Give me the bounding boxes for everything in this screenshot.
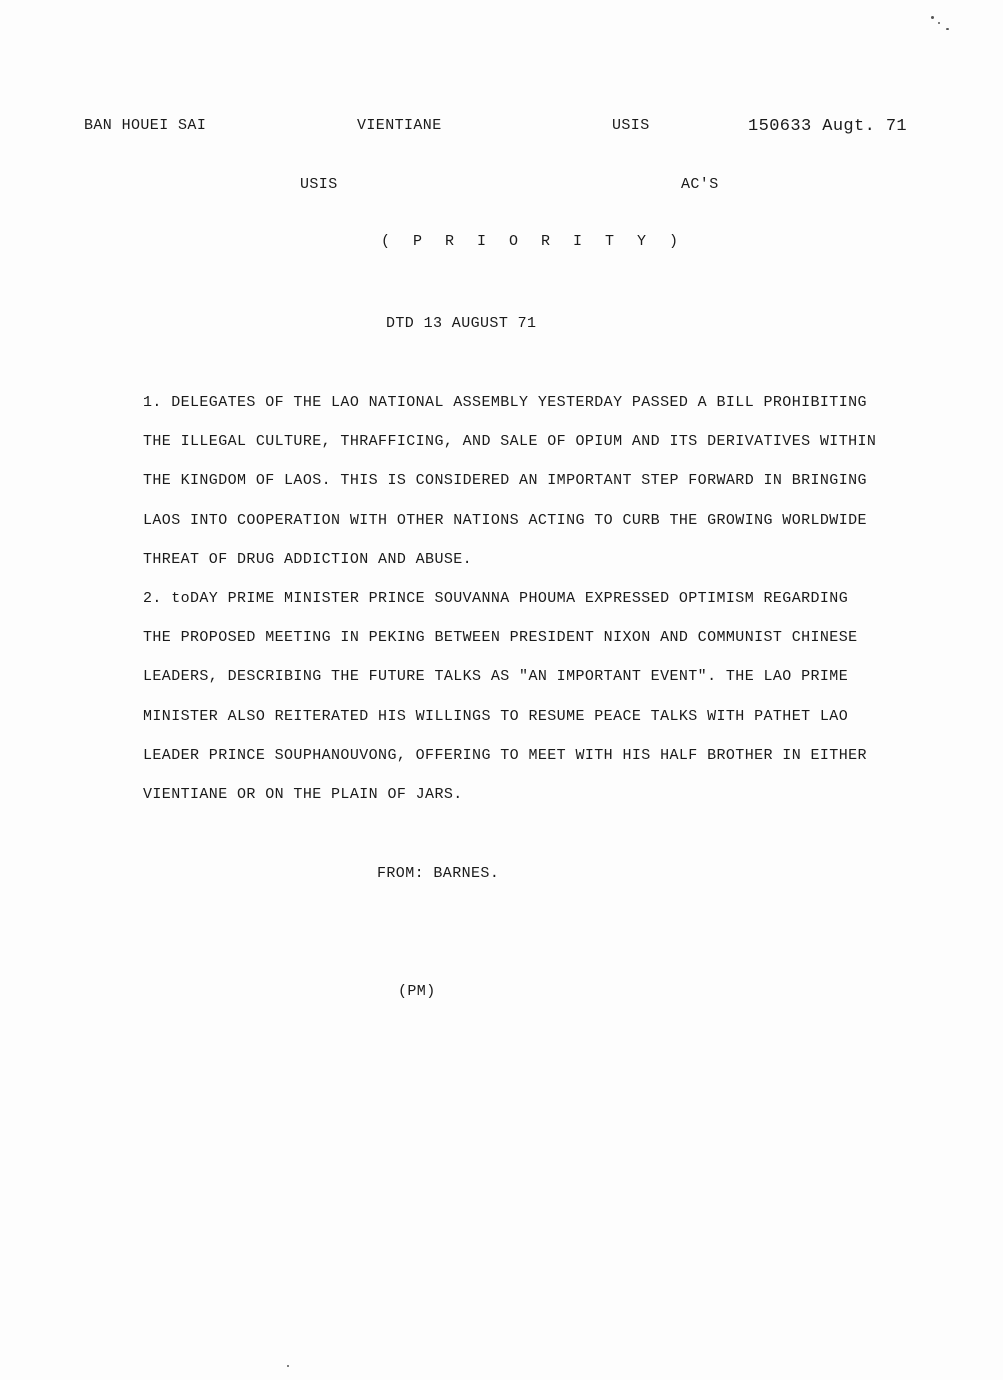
paragraph-line: THE KINGDOM OF LAOS. THIS IS CONSIDERED AN IMPORTANT STEP FORWARD IN BRINGING [143,472,867,490]
paragraph-line: THREAT OF DRUG ADDICTION AND ABUSE. [143,550,473,568]
paragraph-line: LEADERS, DESCRIBING THE FUTURE TALKS AS "AN IMPORTANT EVENT". THE LAO PRIME [143,668,849,686]
paragraph-line: THE PROPOSED MEETING IN PEKING BETWEEN PRESIDENT NIXON AND COMMUNIST CHINESE [143,629,858,647]
paragraph-line: LAOS INTO COOPERATION WITH OTHER NATIONS ACTING TO CURB THE GROWING WORLDWIDE [143,511,867,529]
routing-to: USIS [300,176,338,193]
paragraph-1 [143,383,923,579]
paragraph-line: LEADER PRINCE SOUPHANOUVONG, OFFERING TO MEET WITH HIS HALF BROTHER IN EITHER [143,746,867,764]
footer-code: (PM) [398,983,436,1000]
scan-speck [946,28,949,30]
date-time-group: 150633 Augt. 71 [748,117,908,136]
scan-speck [931,16,934,19]
sending-agency: USIS [612,117,650,134]
signature-line: FROM: BARNES. [377,865,500,882]
precedence-label: ( P R I O R I T Y ) [381,233,686,250]
destination-city: VIENTIANE [357,117,442,134]
routing-info: AC'S [681,176,719,193]
paragraph-line: 2. toDAY PRIME MINISTER PRINCE SOUVANNA PHOUMA EXPRESSED OPTIMISM REGARDING [143,590,849,607]
scan-speck [287,1365,289,1367]
paragraph-line: 1. DELEGATES OF THE LAO NATIONAL ASSEMBLY YESTERDAY PASSED A BILL PROHIBITING [143,394,867,411]
paragraph-line: MINISTER ALSO REITERATED HIS WILLINGS TO RESUME PEACE TALKS WITH PATHET LAO [143,707,849,725]
paragraph-2 [143,579,923,814]
paragraph-line: VIENTIANE OR ON THE PLAIN OF JARS. [143,786,463,804]
dated-line: DTD 13 AUGUST 71 [386,315,537,332]
origin-location: BAN HOUEI SAI [84,117,207,134]
scan-speck [938,22,940,24]
paragraph-line: THE ILLEGAL CULTURE, THRAFFICING, AND SALE OF OPIUM AND ITS DERIVATIVES WITHIN [143,433,877,451]
